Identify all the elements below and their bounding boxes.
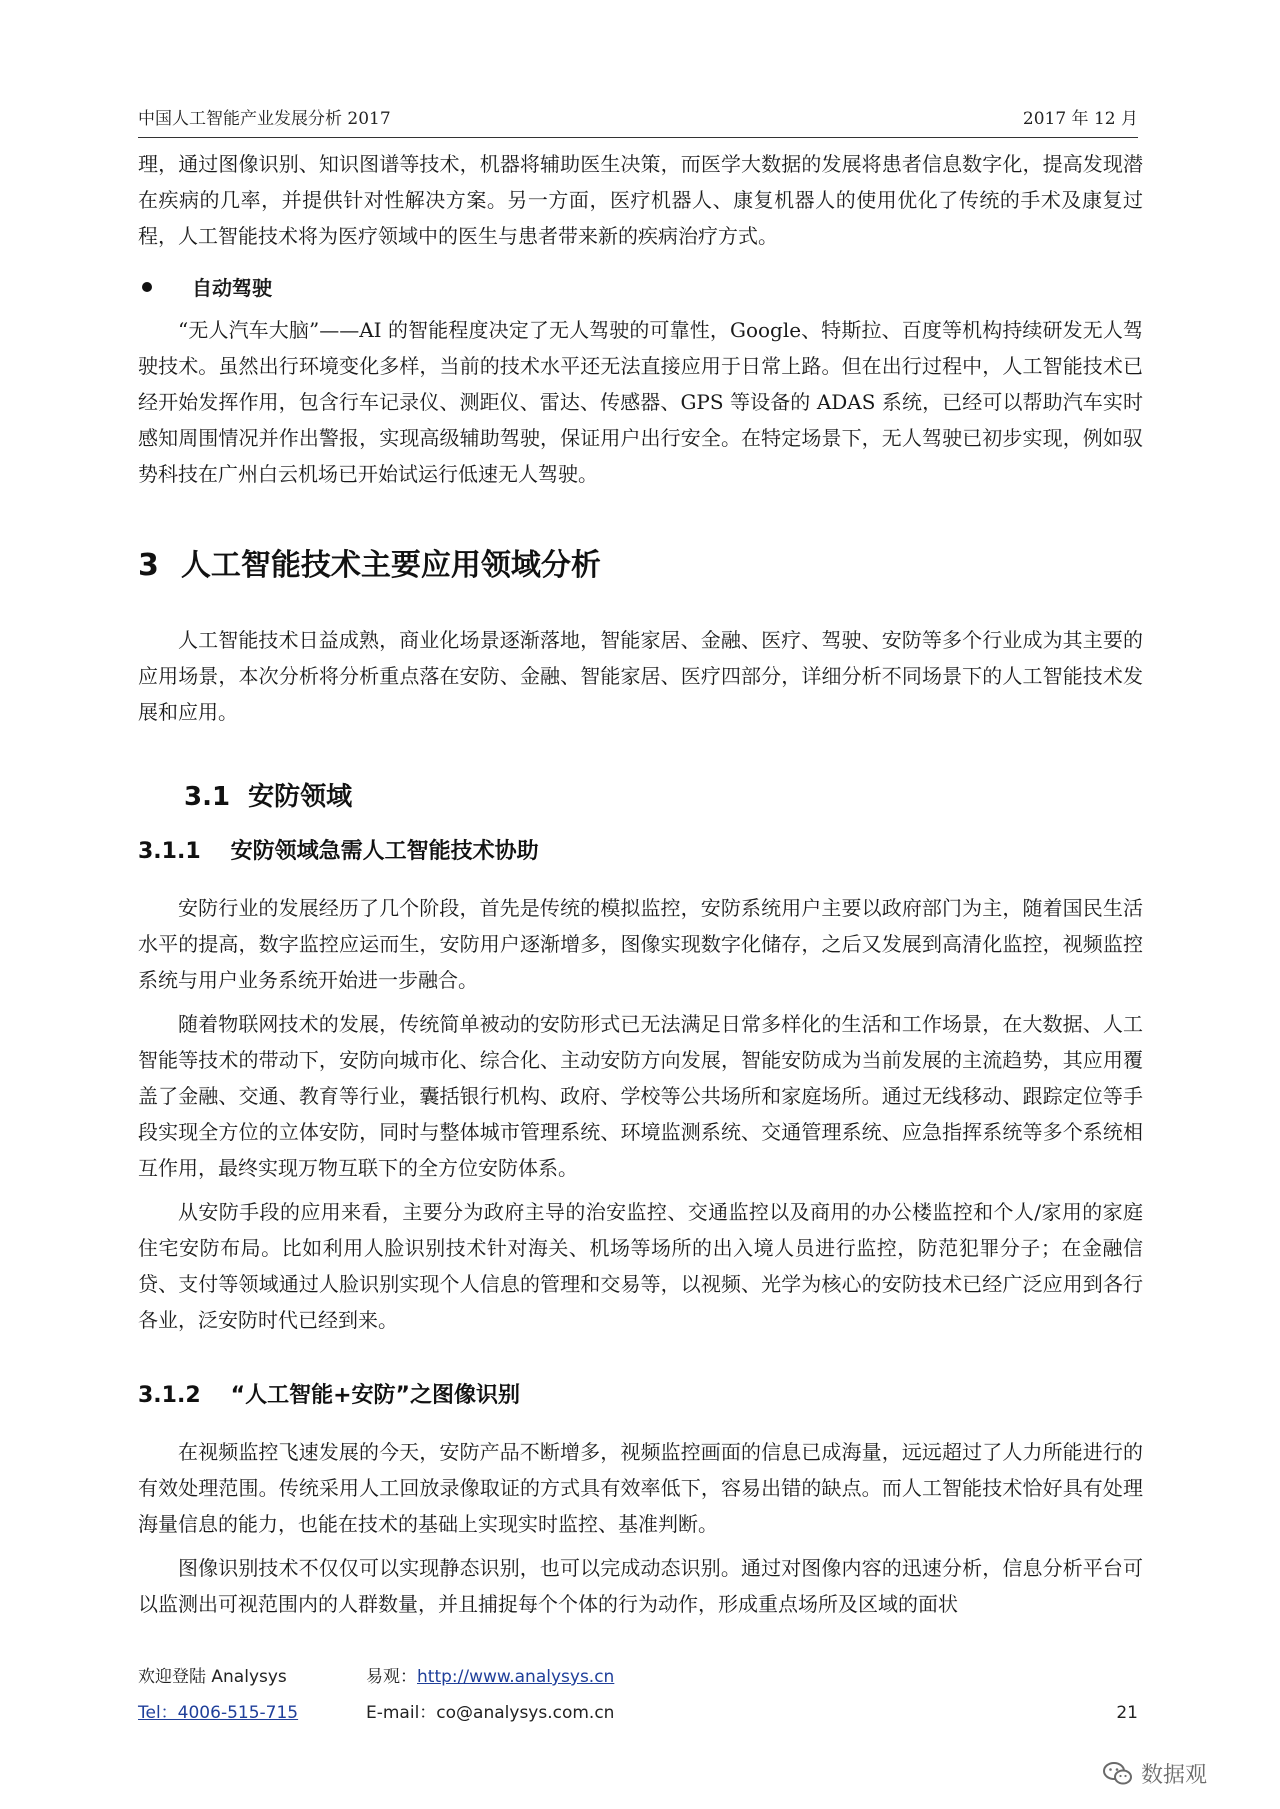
paragraph: 安防行业的发展经历了几个阶段，首先是传统的模拟监控，安防系统用户主要以政府部门为主，随着国民生活水平的提高，数字监控应运而生，安防用户逐渐增多，图像实现数字化储存，之后又发展到高清化监控，视频监控系统与用户业务系统开始进一步融合。 xyxy=(138,896,1143,992)
section3-intro xyxy=(138,622,1143,730)
bullet-autodrive xyxy=(142,272,272,301)
section-title: 人工智能技术主要应用领域分析 xyxy=(180,548,601,583)
section-number: 3 xyxy=(138,548,159,583)
footer-welcome: 欢迎登陆 Analysys xyxy=(138,1667,287,1687)
autodrive-section xyxy=(138,312,1143,492)
subsubsection-number: 3.1.1 xyxy=(138,839,201,864)
medical-continuation xyxy=(138,146,1143,254)
paragraph: “无人汽车大脑”——AI 的智能程度决定了无人驾驶的可靠性，Google、特斯拉、百度等机构持续研发无人驾驶技术。虽然出行环境变化多样，当前的技术水平还无法直接应用于日常上路。但在出行过程中，人工智能技术已经开始发挥作用，包含行车记录仪、测距仪、雷达、传感器、GPS 等设备的 ADAS 系统，已经可以帮助汽车实时感知周围情况并作出警报，实现高级辅助驾驶，保证用户出行安全。在特定场景下，无人驾驶已初步实现，例如驭势科技在广州白云机场已开始试运行低速无人驾驶。 xyxy=(138,318,1143,486)
subsection-title: 安防领域 xyxy=(248,782,353,812)
subsubsection-heading xyxy=(138,834,539,865)
watermark-text: 数据观 xyxy=(1141,1763,1208,1788)
page-header xyxy=(138,104,1138,138)
page-number: 21 xyxy=(1116,1703,1138,1723)
subsection-number: 3.1 xyxy=(184,782,231,812)
paragraph: 理，通过图像识别、知识图谱等技术，机器将辅助医生决策，而医学大数据的发展将患者信息数字化，提高发现潜在疾病的几率，并提供针对性解决方案。另一方面，医疗机器人、康复机器人的使用优化了传统的手术及康复过程，人工智能技术将为医疗领域中的医生与患者带来新的疾病治疗方式。 xyxy=(138,152,1143,248)
footer-tel-link[interactable]: Tel：4006-515-715 xyxy=(138,1703,299,1723)
section311-body xyxy=(138,890,1143,1338)
page-footer xyxy=(138,1662,1138,1734)
header-title: 中国人工智能产业发展分析 2017 xyxy=(138,109,391,129)
footer-url-link[interactable]: http://www.analysys.cn xyxy=(417,1667,615,1687)
wechat-icon xyxy=(1103,1761,1133,1787)
footer-yiguan-label: 易观： xyxy=(366,1667,417,1687)
subsubsection-heading xyxy=(138,1378,520,1409)
subsubsection-title: 安防领域急需人工智能技术协助 xyxy=(230,839,539,864)
subsubsection-title: “人工智能+安防”之图像识别 xyxy=(230,1383,520,1408)
bullet-label: 自动驾驶 xyxy=(192,276,272,300)
bullet-dot-icon xyxy=(142,282,152,292)
subsubsection-number: 3.1.2 xyxy=(138,1383,201,1408)
section-heading xyxy=(138,540,601,584)
paragraph: 随着物联网技术的发展，传统简单被动的安防形式已无法满足日常多样化的生活和工作场景，在大数据、人工智能等技术的带动下，安防向城市化、综合化、主动安防方向发展，智能安防成为当前发展的主流趋势，其应用覆盖了金融、交通、教育等行业，囊括银行机构、政府、学校等公共场所和家庭场所。通过无线移动、跟踪定位等手段实现全方位的立体安防，同时与整体城市管理系统、环境监测系统、交通管理系统、应急指挥系统等多个系统相互作用，最终实现万物互联下的全方位安防体系。 xyxy=(138,1012,1143,1180)
paragraph: 人工智能技术日益成熟，商业化场景逐渐落地，智能家居、金融、医疗、驾驶、安防等多个行业成为其主要的应用场景，本次分析将分析重点落在安防、金融、智能家居、医疗四部分，详细分析不同场景下的人工智能技术发展和应用。 xyxy=(138,628,1143,724)
paragraph: 从安防手段的应用来看，主要分为政府主导的治安监控、交通监控以及商用的办公楼监控和个人/家用的家庭住宅安防布局。比如利用人脸识别技术针对海关、机场等场所的出入境人员进行监控，防范犯罪分子；在金融信贷、支付等领域通过人脸识别实现个人信息的管理和交易等，以视频、光学为核心的安防技术已经广泛应用到各行各业，泛安防时代已经到来。 xyxy=(138,1200,1143,1332)
section312-body xyxy=(138,1434,1143,1622)
watermark xyxy=(1103,1758,1207,1789)
header-date: 2017 年 12 月 xyxy=(1022,109,1138,129)
subsection-heading xyxy=(184,776,352,813)
paragraph: 在视频监控飞速发展的今天，安防产品不断增多，视频监控画面的信息已成海量，远远超过了人力所能进行的有效处理范围。传统采用人工回放录像取证的方式具有效率低下，容易出错的缺点。而人工智能技术恰好具有处理海量信息的能力，也能在技术的基础上实现实时监控、基准判断。 xyxy=(138,1440,1143,1536)
paragraph: 图像识别技术不仅仅可以实现静态识别，也可以完成动态识别。通过对图像内容的迅速分析，信息分析平台可以监测出可视范围内的人群数量，并且捕捉每个个体的行为动作，形成重点场所及区域的面状 xyxy=(138,1556,1143,1616)
footer-email: E-mail：co@analysys.com.cn xyxy=(366,1703,615,1723)
